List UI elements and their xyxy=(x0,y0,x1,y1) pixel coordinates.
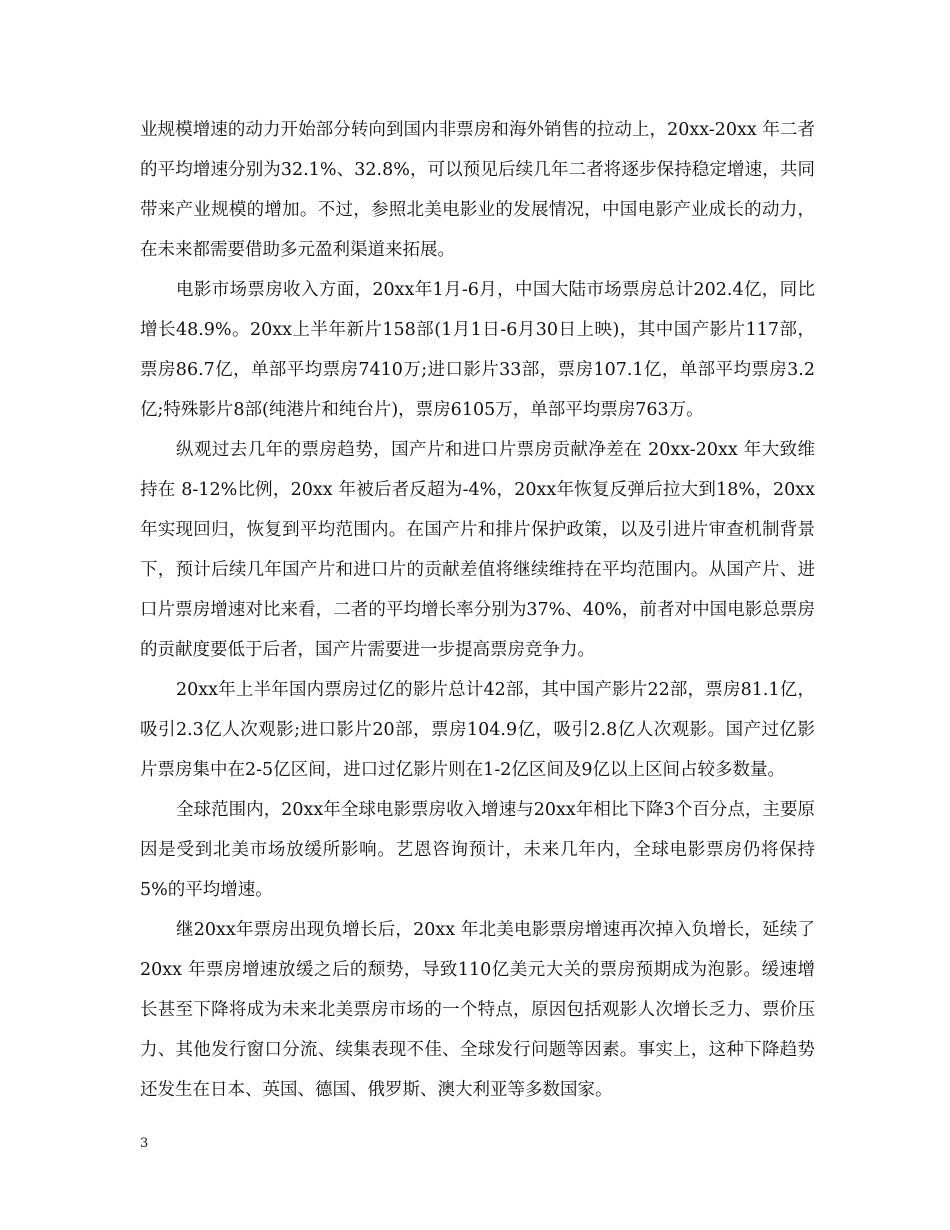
paragraph-global-box-office: 全球范围内，20xx年全球电影票房收入增速与20xx年相比下降3个百分点，主要原因是受到北美市场放缓所影响。艺恩咨询预计，未来几年内，全球电影票房仍将保持5%的平均增速。 xyxy=(140,800,815,900)
paragraph-box-office-trend: 纵观过去几年的票房趋势，国产片和进口片票房贡献净差在 20xx-20xx 年大致维持在 8-12%比例，20xx 年被后者反超为-4%，20xx年恢复反弹后拉大到18%，20xx 年实现回归，恢复到平均范围内。在国产片和排片保护政策，以及引进片审查机制背景下，预计后续几年国产片和进口片的贡献差值将继续维持在平均范围内。从国产片、进口片票房增速对比来看，二者的平均增长率分别为37%、40%，前者对中国电影总票房的贡献度要低于后者，国产片需要进一步提高票房竞争力。 xyxy=(140,440,815,660)
page-number: 3 xyxy=(140,1136,149,1151)
paragraph-box-office-revenue: 电影市场票房收入方面，20xx年1月-6月，中国大陆市场票房总计202.4亿，同比增长48.9%。20xx上半年新片158部(1月1日-6月30日上映)，其中国产影片117部，票房86.7亿，单部平均票房7410万;进口影片33部，票房107.1亿，单部平均票房3.2亿;特殊影片8部(纯港片和纯台片)，票房6105万，单部平均票房763万。 xyxy=(140,280,815,420)
paragraph-north-america: 继20xx年票房出现负增长后，20xx 年北美电影票房增速再次掉入负增长，延续了20xx 年票房增速放缓之后的颓势，导致110亿美元大关的票房预期成为泡影。缓速增长甚至下降将成为未来北美票房市场的一个特点，原因包括观影人次增长乏力、票价压力、其他发行窗口分流、续集表现不佳、全球发行问题等因素。事实上，这种下降趋势还发生在日本、英国、德国、俄罗斯、澳大利亚等多数国家。 xyxy=(140,920,815,1100)
paragraph-continuation: 业规模增速的动力开始部分转向到国内非票房和海外销售的拉动上，20xx-20xx 年二者的平均增速分别为32.1%、32.8%，可以预见后续几年二者将逐步保持稳定增速，共同带来产业规模的增加。不过，参照北美电影业的发展情况，中国电影产业成长的动力，在未来都需要借助多元盈利渠道来拓展。 xyxy=(140,120,815,260)
document-body xyxy=(140,110,815,1110)
paragraph-hundred-million-films: 20xx年上半年国内票房过亿的影片总计42部，其中国产影片22部，票房81.1亿，吸引2.3亿人次观影;进口影片20部，票房104.9亿，吸引2.8亿人次观影。国产过亿影片票房集中在2-5亿区间，进口过亿影片则在1-2亿区间及9亿以上区间占较多数量。 xyxy=(140,680,815,780)
